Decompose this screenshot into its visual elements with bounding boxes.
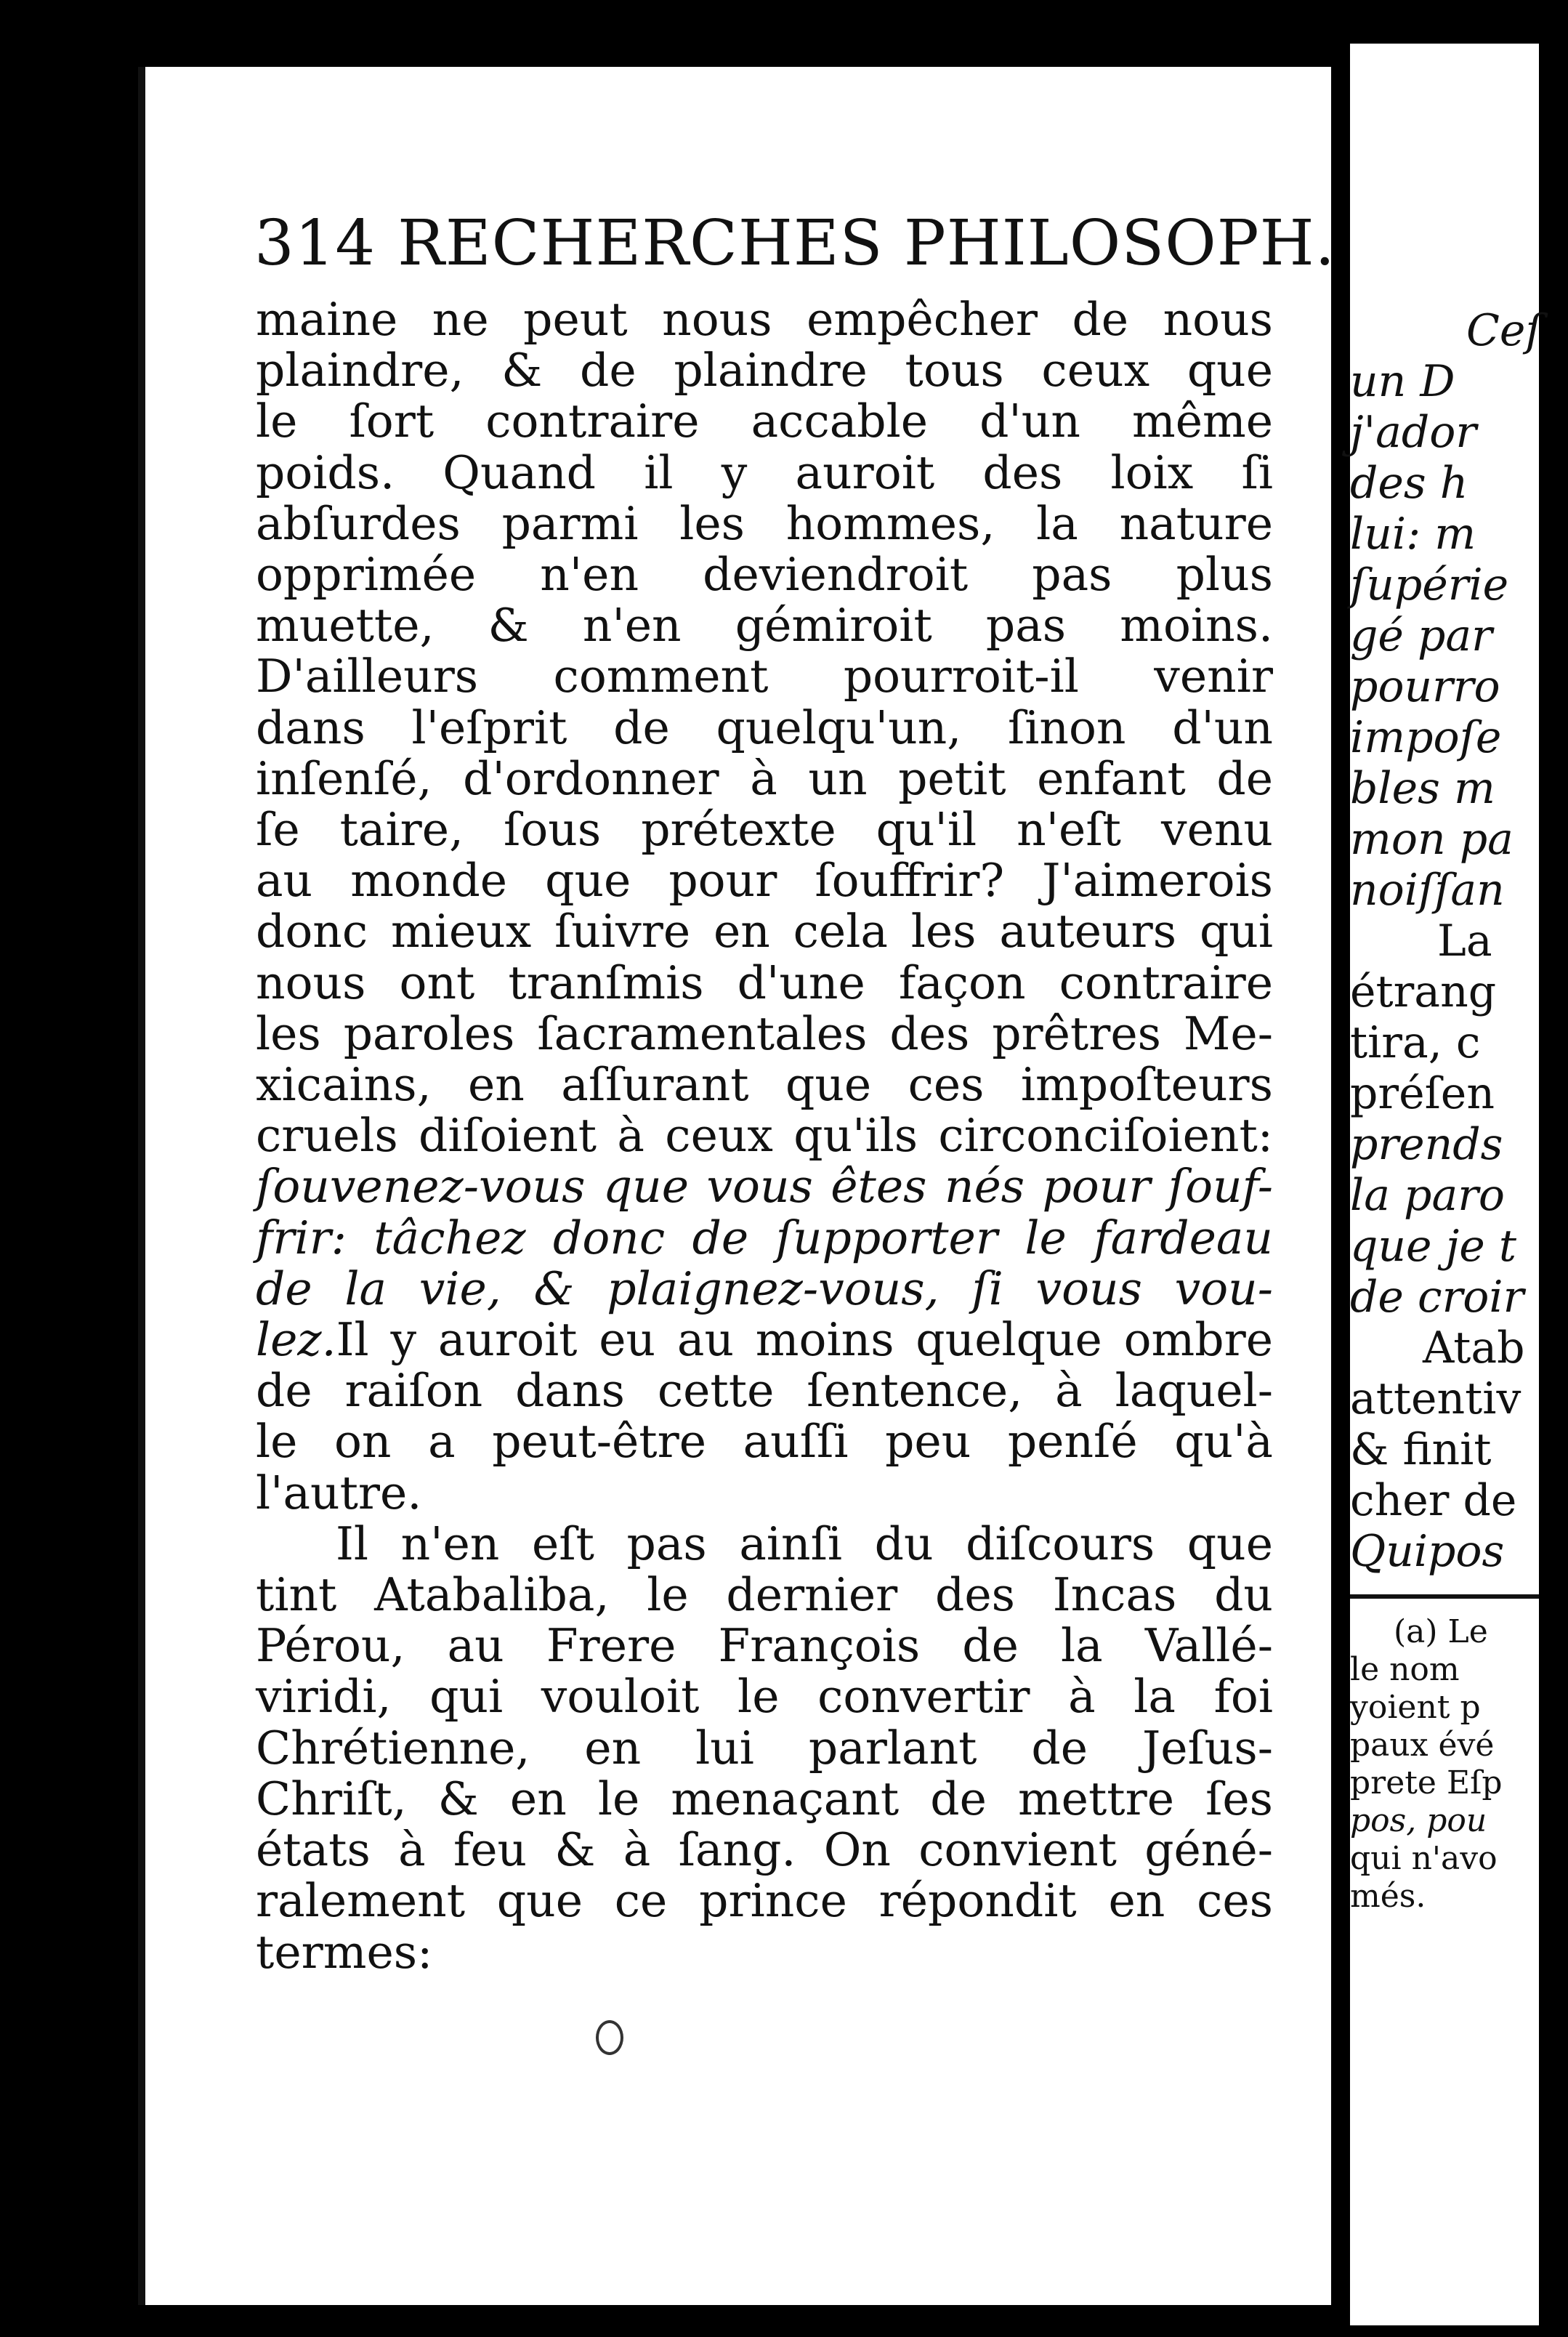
paragraph-start-line: Il n'en eſt pas ainſi du diſcours que xyxy=(336,1517,1273,1570)
running-head-title: RECHERCHES PHILOSOPH. xyxy=(397,207,1335,280)
right-line: gé par xyxy=(1350,610,1492,661)
roman-fragment: Il y auroit eu au moins quelque ombre xyxy=(336,1313,1273,1367)
footnote-rule xyxy=(1350,1594,1539,1599)
right-page-text xyxy=(1350,305,1568,1916)
italic-text-line: de la vie, & plaignez-vous, ſi vous vou- xyxy=(256,1262,1273,1315)
text-line: le ſort contraire accable d'un même xyxy=(256,395,1273,448)
footnote-line: le nom xyxy=(1350,1651,1460,1688)
right-line: Ceſ xyxy=(1466,305,1542,356)
right-line: impoſe xyxy=(1350,712,1502,763)
right-line: un D xyxy=(1350,356,1455,407)
text-line: les paroles ſacramentales des prêtres Me- xyxy=(256,1006,1273,1060)
right-line: Atab xyxy=(1423,1323,1525,1373)
text-line: muette, & n'en gémiroit pas moins. xyxy=(256,599,1273,653)
text-line: donc mieux ſuivre en cela les auteurs qui xyxy=(256,905,1273,958)
running-head xyxy=(254,207,1335,280)
text-line: l'autre. xyxy=(256,1466,422,1519)
footnote-line: (a) Le xyxy=(1394,1613,1488,1650)
text-line: Chriſt, & en le menaçant de mettre ſes xyxy=(256,1772,1273,1825)
right-line: cher de xyxy=(1350,1475,1517,1526)
right-line: lui: m xyxy=(1350,509,1476,560)
text-line: opprimée n'en deviendroit pas plus xyxy=(256,548,1273,602)
footnote-line: més. xyxy=(1350,1878,1426,1915)
page-number: 314 xyxy=(254,207,376,280)
right-line: Quipos xyxy=(1350,1526,1505,1577)
right-line: étrang xyxy=(1350,966,1497,1017)
footnote-line: yoient p xyxy=(1350,1689,1481,1726)
right-line: ſupérie xyxy=(1350,560,1509,610)
text-line: termes: xyxy=(256,1925,433,1979)
text-line: nous ont tranſmis d'une façon contraire xyxy=(256,956,1273,1009)
right-line: prends xyxy=(1350,1119,1503,1170)
footnote-line: pos, pou xyxy=(1350,1802,1487,1839)
text-line: tint Atabaliba, le dernier des Incas du xyxy=(256,1568,1273,1622)
italic-text-line: frir: tâchez donc de ſupporter le fardeau xyxy=(256,1211,1273,1264)
text-line: inſenſé, d'ordonner à un petit enfant de xyxy=(256,751,1273,805)
text-line: dans l'eſprit de quelqu'un, ſinon d'un xyxy=(256,701,1273,754)
text-line: poids. Quand il y auroit des loix ſi xyxy=(256,445,1273,499)
ink-smudge xyxy=(596,2020,623,2055)
right-line: tira, c xyxy=(1350,1017,1481,1068)
italic-text-line: ſouvenez-vous que vous êtes nés pour ſouf- xyxy=(256,1160,1273,1214)
text-line: plaindre, & de plaindre tous ceux que xyxy=(256,344,1273,397)
footnote-line: prete Eſp xyxy=(1350,1764,1503,1801)
right-line: & finit xyxy=(1350,1424,1492,1475)
footnote-line: qui n'avo xyxy=(1350,1840,1498,1877)
right-line: attentiv xyxy=(1350,1373,1521,1424)
italic-fragment: lez. xyxy=(256,1313,336,1367)
right-line: préſen xyxy=(1350,1068,1495,1119)
right-line: que je t xyxy=(1350,1221,1516,1272)
text-line xyxy=(256,1315,1273,1365)
text-line: D'ailleurs comment pourroit-il venir xyxy=(256,650,1273,703)
right-line: noiſſan xyxy=(1350,865,1505,916)
right-line: des h xyxy=(1350,458,1468,509)
body-text xyxy=(256,294,1273,1978)
text-line: maine ne peut nous empêcher de nous xyxy=(256,293,1273,346)
right-line: la paro xyxy=(1350,1170,1506,1221)
text-line: au monde que pour ſouffrir? J'aimerois xyxy=(256,854,1273,908)
text-line: viridi, qui vouloit le convertir à la foi xyxy=(256,1670,1273,1724)
text-line: ſe taire, ſous prétexte qu'il n'eſt venu xyxy=(256,803,1273,857)
text-line: Chrétienne, en lui parlant de Jeſus- xyxy=(256,1721,1273,1775)
text-line: abſurdes parmi les hommes, la nature xyxy=(256,496,1273,550)
text-line: ralement que ce prince répondit en ces xyxy=(256,1874,1273,1928)
text-line: Pérou, au Frere François de la Vallé- xyxy=(256,1619,1273,1673)
right-line: La xyxy=(1437,916,1492,966)
text-line: cruels diſoient à ceux qu'ils circonciſoient: xyxy=(256,1109,1273,1163)
footnote-line: paux évé xyxy=(1350,1727,1495,1764)
right-line: bles m xyxy=(1350,763,1495,814)
text-line: xicains, en aſſurant que ces impoſteurs xyxy=(256,1058,1273,1112)
text-line: états à feu & à ſang. On convient géné- xyxy=(256,1823,1273,1877)
right-line: de croir xyxy=(1350,1272,1524,1323)
right-line: j'ador xyxy=(1350,407,1477,458)
right-line: pourro xyxy=(1350,661,1500,712)
text-line: le on a peut-être auſſi peu penſé qu'à xyxy=(256,1415,1273,1469)
right-line: mon pa xyxy=(1350,814,1514,865)
text-line: de raiſon dans cette ſentence, à laquel- xyxy=(256,1364,1273,1418)
